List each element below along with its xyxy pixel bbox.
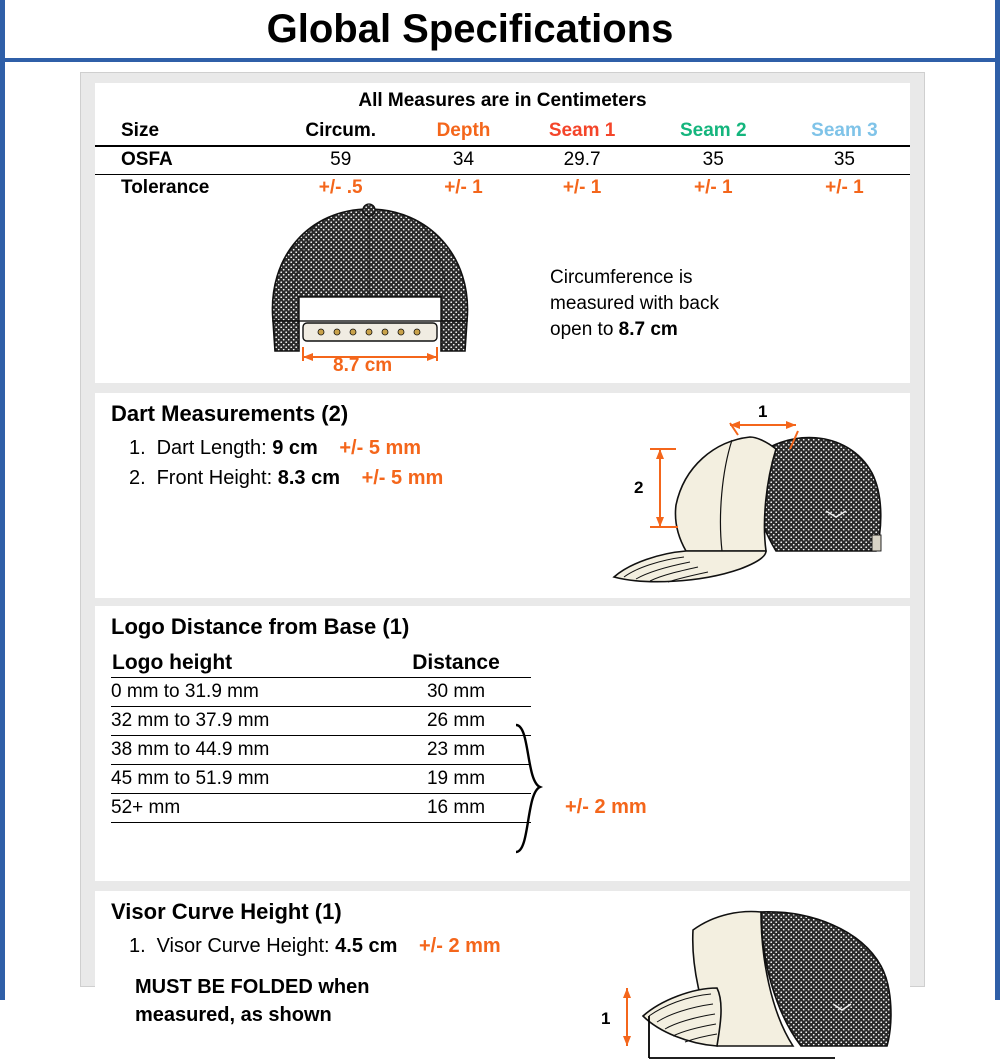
table-row — [95, 175, 910, 203]
page-header — [5, 0, 995, 62]
dart-item-2-value: 8.3 cm — [277, 467, 340, 489]
column-header-seam2: Seam 2 — [679, 120, 747, 141]
table-row — [111, 765, 531, 794]
circumference-note-line1: Circumference is — [550, 267, 693, 288]
dart-panel — [95, 393, 910, 598]
table-header-row — [95, 118, 910, 146]
column-header-distance: Distance — [412, 651, 500, 674]
circumference-note-line3: open to — [550, 319, 619, 340]
logo-distance-2: 26 mm — [381, 707, 531, 736]
osfa-seam2: 35 — [648, 146, 779, 175]
tol-depth: +/- 1 — [410, 175, 516, 203]
table-row — [111, 678, 531, 707]
osfa-depth: 34 — [410, 146, 516, 175]
row-label-tolerance: Tolerance — [95, 175, 271, 203]
size-table — [95, 118, 910, 202]
column-header-seam3: Seam 3 — [811, 120, 878, 141]
logo-distance-table — [111, 650, 531, 823]
spec-document — [80, 72, 925, 1028]
visor-item-label: Visor Curve Height: — [156, 935, 330, 957]
dart-item-1-tolerance: +/- 5 mm — [339, 437, 422, 459]
visor-item-num: 1. — [129, 935, 146, 957]
tol-seam3: +/- 1 — [779, 175, 910, 203]
column-header-circum: Circum. — [305, 120, 377, 141]
logo-height-4: 45 mm to 51.9 mm — [111, 765, 381, 794]
table-header-row — [111, 650, 531, 678]
page-title: Global Specifications — [266, 6, 674, 51]
table-row — [111, 794, 531, 823]
visor-panel-title: Visor Curve Height (1) — [111, 899, 342, 924]
svg-text:1: 1 — [601, 1009, 611, 1028]
logo-height-1: 0 mm to 31.9 mm — [111, 678, 381, 707]
visor-item-value: 4.5 cm — [335, 935, 398, 957]
dart-item-1-num: 1. — [129, 437, 146, 459]
logo-distance-4: 19 mm — [381, 765, 531, 794]
tol-circum: +/- .5 — [271, 175, 410, 203]
size-table-panel — [95, 83, 910, 383]
circumference-note — [550, 265, 850, 343]
column-header-depth: Depth — [436, 120, 491, 141]
visor-curve-panel — [95, 891, 910, 1061]
column-header-logo-height: Logo height — [112, 651, 233, 674]
logo-distance-5: 16 mm — [381, 794, 531, 823]
osfa-seam3: 35 — [779, 146, 910, 175]
logo-height-5: 52+ mm — [111, 794, 381, 823]
measures-note: All Measures are in Centimeters — [358, 90, 647, 111]
column-header-seam1: Seam 1 — [548, 120, 616, 141]
cap-side-illustration — [590, 401, 900, 596]
table-row — [111, 707, 531, 736]
column-header-size: Size — [121, 120, 160, 141]
dart-item-1-label: Dart Length: — [156, 437, 267, 459]
row-label-osfa: OSFA — [95, 146, 271, 175]
dart-panel-title: Dart Measurements (2) — [111, 401, 349, 426]
visor-item-tolerance: +/- 2 mm — [419, 935, 501, 957]
circumference-value: 8.7 cm — [618, 319, 678, 340]
back-opening-dimension: 8.7 cm — [333, 355, 393, 376]
svg-text:2: 2 — [634, 478, 644, 497]
folded-cap-illustration — [565, 896, 905, 1061]
logo-distance-panel — [95, 606, 910, 881]
logo-distance-1: 30 mm — [381, 678, 531, 707]
brace-bracket — [510, 721, 560, 856]
dart-item-2-label: Front Height: — [156, 467, 273, 489]
cap-back-illustration — [255, 201, 485, 361]
visor-note-line2: measured, as shown — [135, 1004, 332, 1026]
osfa-circum: 59 — [271, 146, 410, 175]
dart-item-2-num: 2. — [129, 467, 146, 489]
svg-text:1: 1 — [758, 402, 768, 421]
logo-height-2: 32 mm to 37.9 mm — [111, 707, 381, 736]
visor-note-line1: MUST BE FOLDED when — [135, 976, 370, 998]
table-row — [111, 736, 531, 765]
table-row — [95, 146, 910, 175]
logo-distance-3: 23 mm — [381, 736, 531, 765]
circumference-note-line2: measured with back — [550, 293, 719, 314]
logo-tolerance: +/- 2 mm — [565, 796, 647, 818]
dart-item-2-tolerance: +/- 5 mm — [361, 467, 444, 489]
osfa-seam1: 29.7 — [517, 146, 648, 175]
logo-height-3: 38 mm to 44.9 mm — [111, 736, 381, 765]
tol-seam2: +/- 1 — [648, 175, 779, 203]
dart-item-1-value: 9 cm — [272, 437, 318, 459]
logo-panel-title: Logo Distance from Base (1) — [111, 614, 410, 639]
tol-seam1: +/- 1 — [517, 175, 648, 203]
